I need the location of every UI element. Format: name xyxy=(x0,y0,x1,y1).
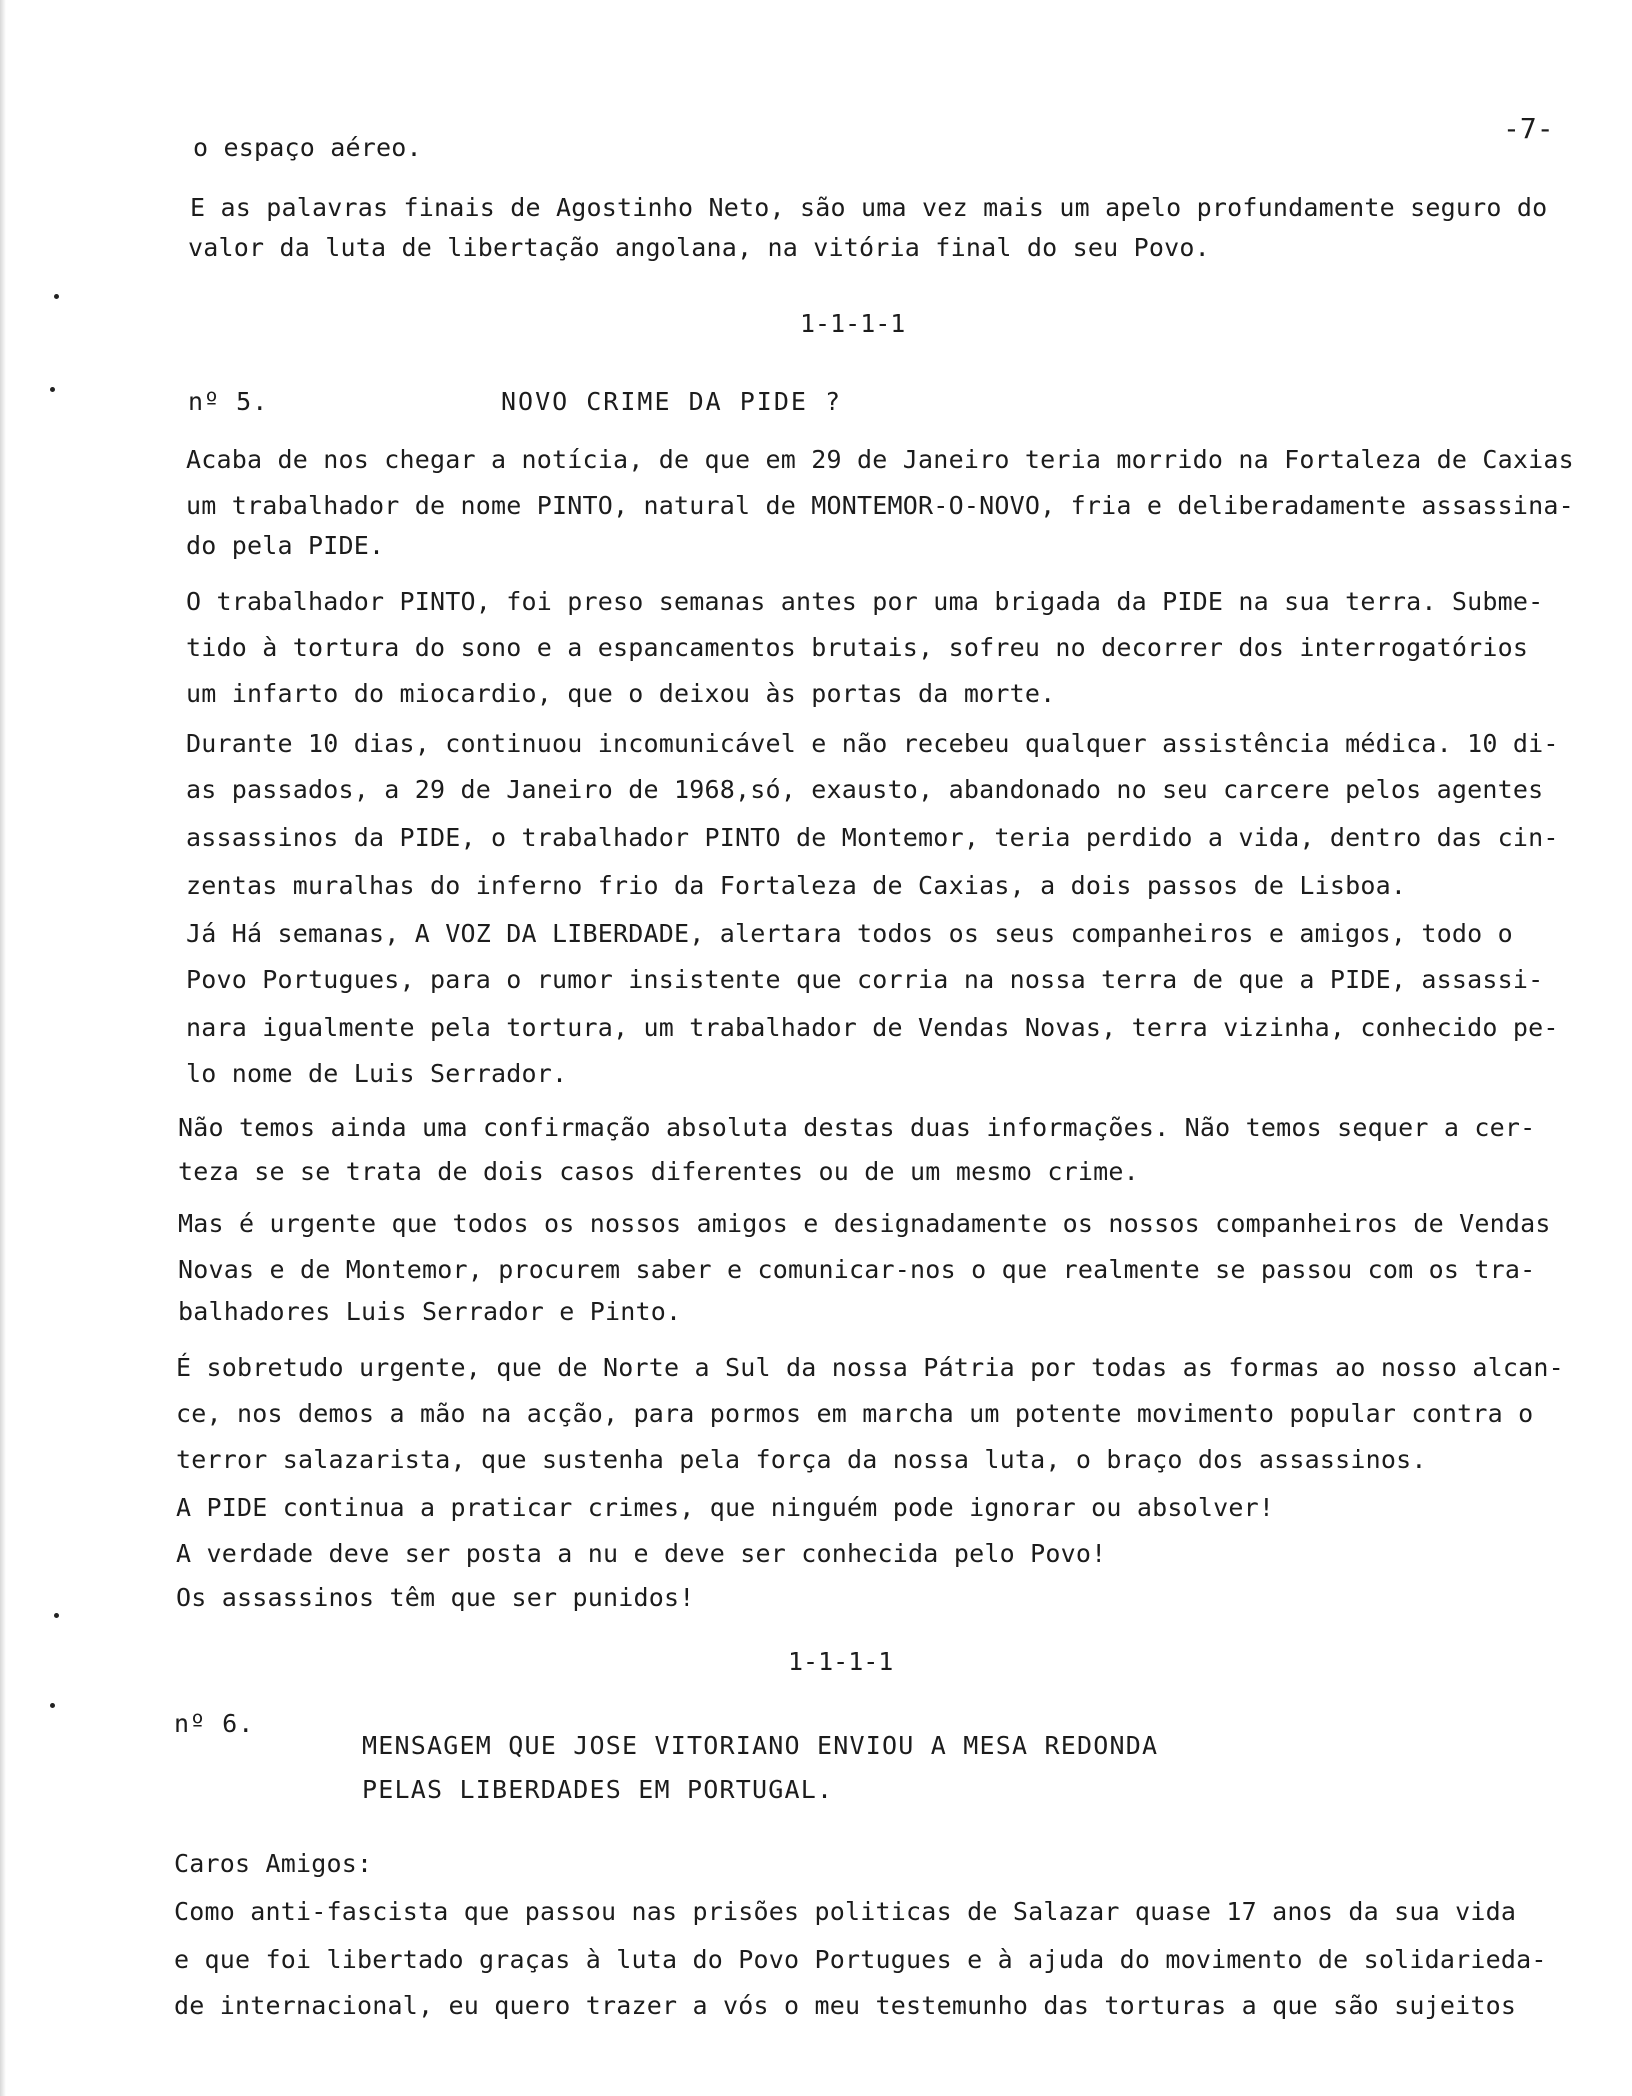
text-line: do pela PIDE. xyxy=(186,531,385,560)
scan-speck xyxy=(50,387,55,392)
text-line: Já Há semanas, A VOZ DA LIBERDADE, alertara todos os seus companheiros e amigos, todo o xyxy=(186,919,1513,948)
text-line: zentas muralhas do inferno frio da Fortaleza de Caxias, a dois passos de Lisboa. xyxy=(186,871,1407,900)
text-line: É sobretudo urgente, que de Norte a Sul da nossa Pátria por todas as formas ao nosso alcan- xyxy=(176,1353,1564,1382)
text-line: lo nome de Luis Serrador. xyxy=(186,1059,568,1088)
text-line: o espaço aéreo. xyxy=(193,133,422,162)
section-number: nº 5. xyxy=(188,387,269,416)
text-line: A verdade deve ser posta a nu e deve ser conhecida pelo Povo! xyxy=(176,1539,1107,1568)
text-line: O trabalhador PINTO, foi preso semanas antes por uma brigada da PIDE na sua terra. Subme- xyxy=(186,587,1544,616)
scan-speck xyxy=(50,1703,55,1708)
text-line: E as palavras finais de Agostinho Neto, são uma vez mais um apelo profundamente seguro do xyxy=(190,193,1548,222)
text-line: teza se se trata de dois casos diferentes ou de um mesmo crime. xyxy=(178,1157,1139,1186)
text-line: valor da luta de libertação angolana, na vitória final do seu Povo. xyxy=(188,233,1210,262)
section-title: PELAS LIBERDADES EM PORTUGAL. xyxy=(362,1775,834,1804)
text-line: terror salazarista, que sustenha pela força da nossa luta, o braço dos assassinos. xyxy=(176,1445,1427,1474)
text-line: Os assassinos têm que ser punidos! xyxy=(176,1583,695,1612)
section-number: nº 6. xyxy=(174,1709,255,1738)
text-line: balhadores Luis Serrador e Pinto. xyxy=(178,1297,682,1326)
text-line: tido à tortura do sono e a espancamentos brutais, sofreu no decorrer dos interrogatórios xyxy=(186,633,1529,662)
text-line: ce, nos demos a mão na acção, para pormos em marcha um potente movimento popular contra o xyxy=(176,1399,1534,1428)
text-line: Mas é urgente que todos os nossos amigos e designadamente os nossos companheiros de Vendas xyxy=(178,1209,1551,1238)
section-title: NOVO CRIME DA PIDE ? xyxy=(501,387,843,416)
text-line: A PIDE continua a praticar crimes, que ninguém pode ignorar ou absolver! xyxy=(176,1493,1275,1522)
text-line: Acaba de nos chegar a notícia, de que em 29 de Janeiro teria morrido na Fortaleza de Caxias xyxy=(186,445,1574,474)
text-line: e que foi libertado graças à luta do Povo Portugues e à ajuda do movimento de solidarieda- xyxy=(174,1945,1547,1974)
text-line: de internacional, eu quero trazer a vós o meu testemunho das torturas a que são sujeitos xyxy=(174,1991,1517,2020)
text-line: nara igualmente pela tortura, um trabalhador de Vendas Novas, terra vizinha, conhecido pe- xyxy=(186,1013,1559,1042)
scan-edge xyxy=(0,0,6,2096)
text-line: Como anti-fascista que passou nas prisões politicas de Salazar quase 17 anos da sua vida xyxy=(174,1897,1517,1926)
section-separator: 1-1-1-1 xyxy=(788,1647,894,1676)
text-line: assassinos da PIDE, o trabalhador PINTO de Montemor, teria perdido a vida, dentro das cin- xyxy=(186,823,1559,852)
text-line: as passados, a 29 de Janeiro de 1968,só, exausto, abandonado no seu carcere pelos agentes xyxy=(186,775,1544,804)
text-line: Não temos ainda uma confirmação absoluta destas duas informações. Não temos sequer a cer- xyxy=(178,1113,1536,1142)
salutation: Caros Amigos: xyxy=(174,1849,373,1878)
section-separator: 1-1-1-1 xyxy=(800,309,906,338)
text-line: um infarto do miocardio, que o deixou às portas da morte. xyxy=(186,679,1056,708)
text-line: Novas e de Montemor, procurem saber e comunicar-nos o que realmente se passou com os tra- xyxy=(178,1255,1536,1284)
page-number: -7- xyxy=(1503,112,1554,145)
text-line: Povo Portugues, para o rumor insistente que corria na nossa terra de que a PIDE, assassi- xyxy=(186,965,1544,994)
scan-speck xyxy=(54,294,59,299)
scan-speck xyxy=(54,1613,59,1618)
text-line: um trabalhador de nome PINTO, natural de MONTEMOR-O-NOVO, fria e deliberadamente assassina- xyxy=(186,491,1574,520)
text-line: Durante 10 dias, continuou incomunicável e não recebeu qualquer assistência médica. 10 di- xyxy=(186,729,1559,758)
section-title: MENSAGEM QUE JOSE VITORIANO ENVIOU A MESA REDONDA xyxy=(362,1731,1159,1760)
